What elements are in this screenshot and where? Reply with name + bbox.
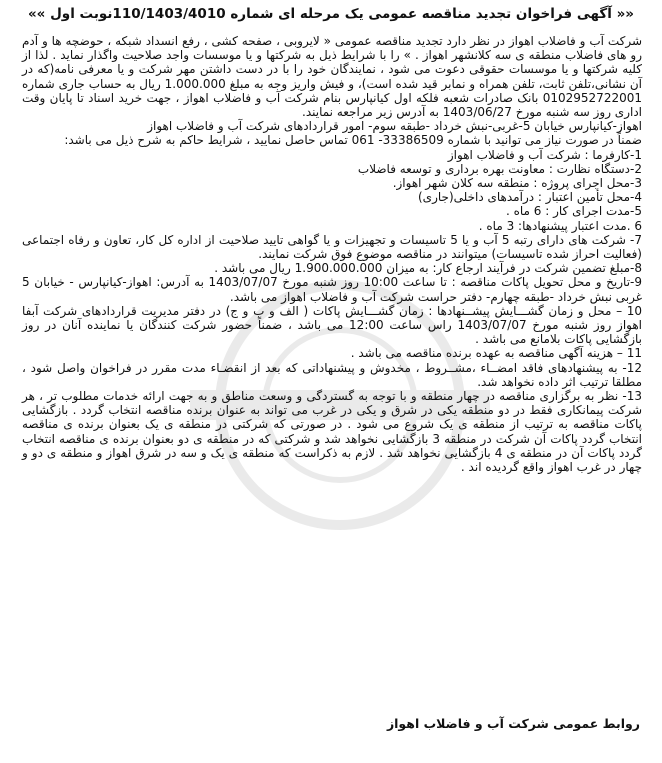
condition-item: 2-دستگاه نظارت : معاونت بهره برداری و توسعه فاضلاب: [357, 161, 642, 176]
condition-item: 13- نظر به برگزاری مناقصه در چهار منطقه و با توجه به گستردگی و وسعت مناطق و به جهت ارائه خدمات مطلوب تر ، هر شرکت پیمانکاری فقط در دو منطقه یکی در شرق و یکی در غرب می تواند به عنوان برنده مناقصه انتخاب گردد . بازگشایی پاکات مناقصه به ترتیب از منطقه ی یک شروع می شود . در صورتی که شرکتی در منطقه ی یک بعنوان برنده ی مناقصه انتخاب گردد پاکات آن شرکت در منطقه 3 بازگشایی نخواهد شد و شرکتی که در منطقه ی دو بعنوان برنده ی مناقصه انتخاب گردد پاکات آن در منطقه ی 4 بازگشایی نخواهد شد . لازم به ذکراست که منطقه ی یک و سه در شرق اهواز و منطقه ی دو و چهار در غرب اهواز واقع گردیده اند .: [22, 389, 642, 475]
conditions-list: [22, 148, 642, 475]
address-line: اهواز-کیانپارس خیابان 5-غربی-نبش خرداد -طبقه سوم- امور قراردادهای شرکت آب و فاضلاب اهواز: [147, 119, 642, 134]
condition-item: 9-تاریخ و محل تحویل پاکات مناقصه : تا ساعت 10:00 روز شنبه مورخ 1403/07/07 به آدرس: اهواز-کیانپارس - خیابان 5 غربی نبش خرداد -طبقه چهارم- دفتر حراست شرکت آب و فاضلاب اهواز می باشد.: [22, 275, 642, 304]
condition-item: 3-محل اجرای پروژه : منطقه سه کلان شهر اهواز.: [392, 176, 642, 191]
contact-note: ضمناً در صورت نیاز می توانید با شماره 33386509- 061 تماس حاصل نمایید ، شرایط حاکم به شرح ذیل می باشد:: [64, 133, 642, 148]
intro-paragraph: شرکت آب و فاضلاب اهواز در نظر دارد تجدید مناقصه عمومی « لایروبی ، صفحه کشی ، رفع انسداد شبکه ، حوضچه ها و آدم رو های فاضلاب منطقه ی سه کلانشهر اهواز . » را با شرایط ذیل به شرکتها و یا موسسات واجد صلاحیت واگذار نماید . لذا از کلیه شرکتها و یا موسسات حقوقی دعوت می شود ، نمایندگان خود را با در دست داشتن مهر شرکت و یا معرفی نامه(که در آن نشانی،تلفن ثابت، تلفن همراه و نمابر قید شده است)، و فیش واریز وجه به مبلغ 1.000.000 ریال به حساب جاری شماره 0102952722001 بانک صادرات شعبه فلکه اول کیانپارس بنام شرکت آب و فاضلاب اهواز ، جهت خرید اسناد تا پایان وقت اداری روز سه شنبه مورخ 1403/06/27 به آدرس زیر مراجعه نمایند.: [22, 34, 642, 120]
condition-item: 12- به پیشنهادهای فاقد امضــاء ،مشــروط ، مخدوش و پیشنهاداتی که بعد از انقضـاء مدت مقرر در فراخوان واصل شود ، مطلقا ترتیب اثر داده نخواهد شد.: [22, 360, 642, 389]
announcement-title: «« آگهی فراخوان تجدید مناقصه عمومی یک مرحله ای شماره 110/1403/4010نوبت اول »»: [27, 6, 635, 22]
condition-item: 8-مبلغ تضمین شرکت در فرآیند ارجاع کار: به میزان 1.900.000.000 ریال می باشد .: [214, 261, 642, 276]
condition-item: 4-محل تأمین اعتبار : درآمدهای داخلی(جاری): [418, 190, 642, 205]
announcement-body: [22, 34, 642, 474]
condition-item: 5-مدت اجرای کار : 6 ماه .: [505, 204, 642, 219]
footer-signature: روابط عمومی شرکت آب و فاضلاب اهواز: [386, 716, 640, 731]
condition-item: 11 – هزینه آگهی مناقصه به عهده برنده مناقصه می باشد .: [350, 346, 642, 361]
condition-item: 7- شرکت های دارای رتبه 5 آب و یا 5 تاسیسات و تجهیزات و یا گواهی تایید صلاحیت از اداره کل کار، تعاون و رفاه اجتماعی (فعالیت احراز شده تاسیسات) میتوانند در مناقصه موضوع فوق شرکت نمایند.: [22, 232, 642, 262]
condition-item: 10 – محل و زمان گشـــایش پیشــنهادها : زمان گشـــایش پاکات ( الف و ب و ج) در دفتر مدیریت قراردادهای شرکت آبفا اهواز روز شنبه مورخ 1403/07/07 راس ساعت 12:00 می باشد ، ضمناً حضور شرکت کنندگان یا نماینده آنان در روز بازگشایی پاکات بلامانع می باشد .: [22, 303, 643, 347]
condition-item: 1-کارفرما : شرکت آب و فاضلاب اهواز: [447, 147, 642, 162]
condition-item: 6 .مدت اعتبار پیشنهادها: 3 ماه .: [478, 218, 642, 233]
